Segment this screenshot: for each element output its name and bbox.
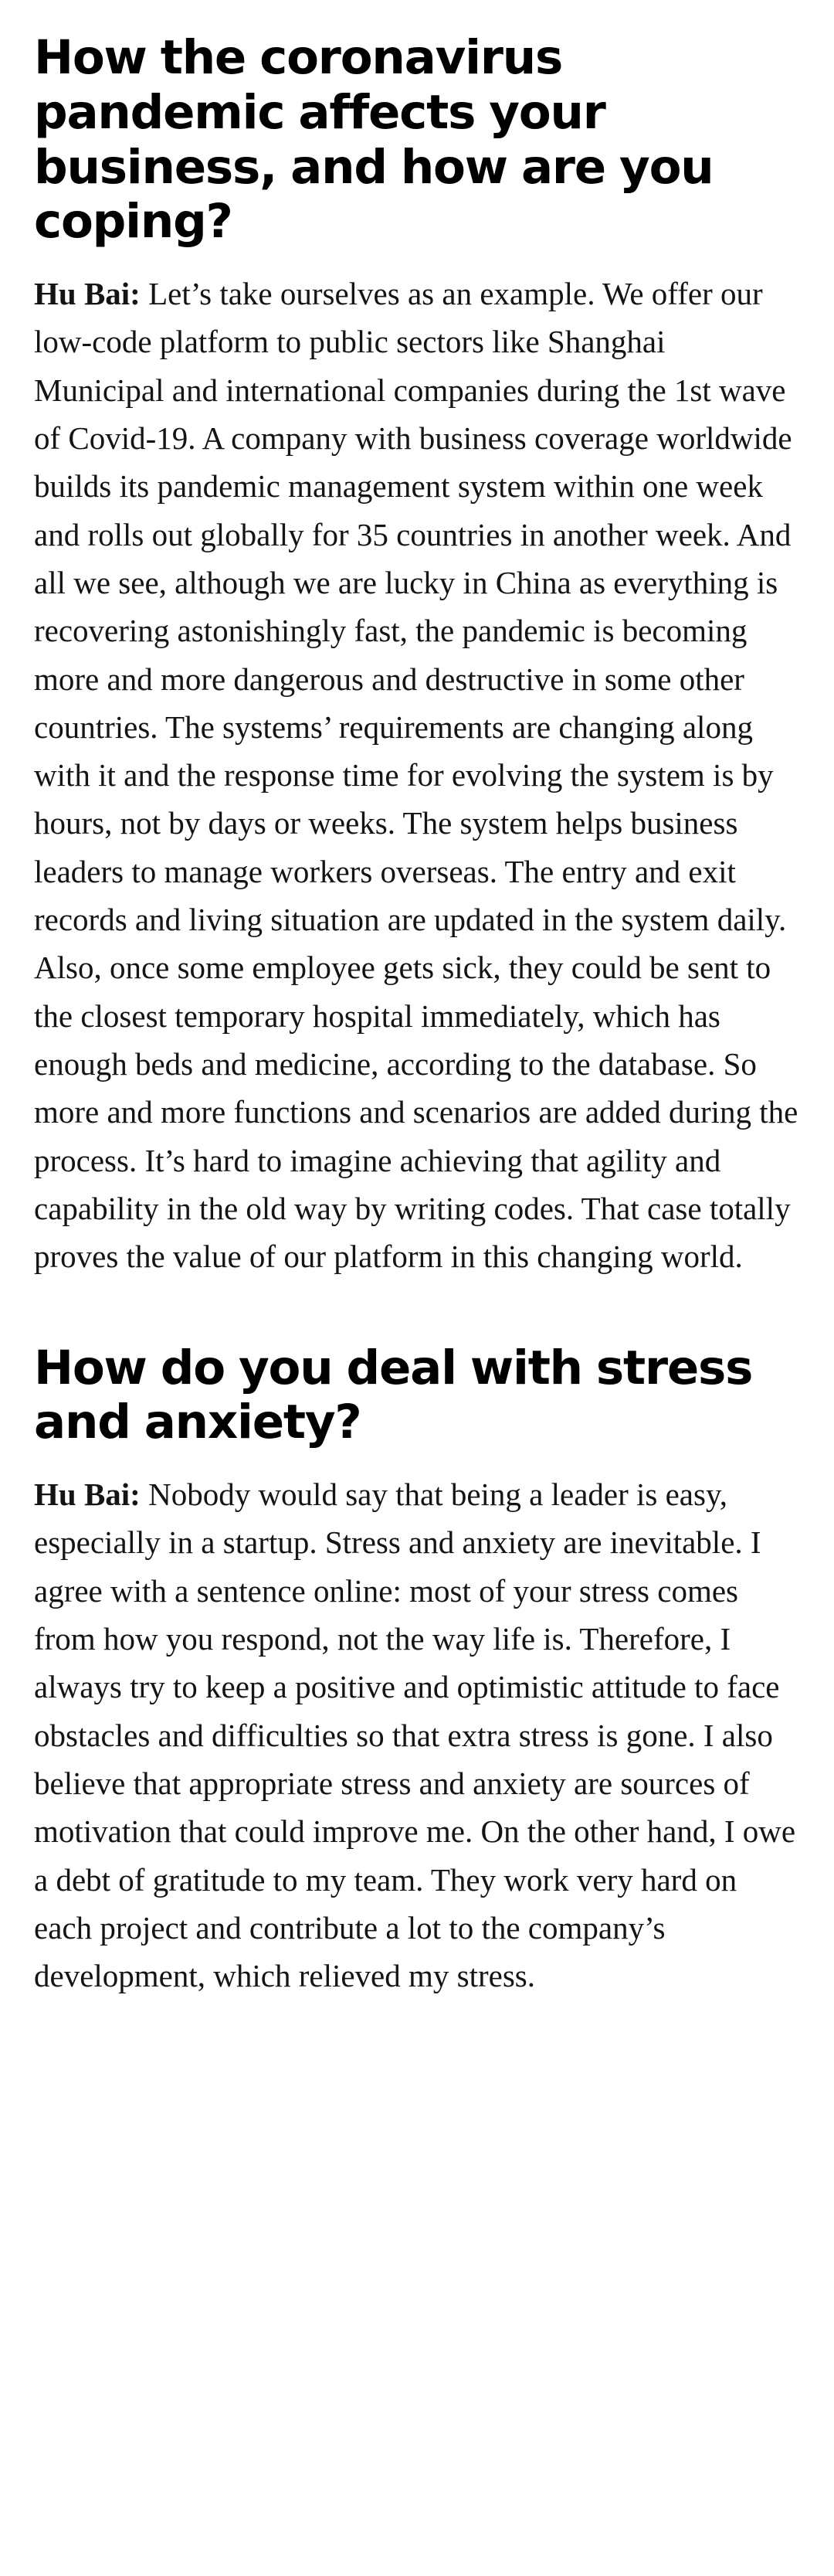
interview-article [34, 31, 800, 2000]
answer-paragraph-pandemic [34, 270, 800, 1281]
speaker-label-stress: Hu Bai: [34, 1477, 141, 1513]
answer-text-stress: Nobody would say that being a leader is easy, especially in a startup. Stress and anxiety are inevitable. I agree with a sentence online: most of your stress comes from how you respond, not the way life is. Therefore, I always try to keep a positive and optimistic attitude to face obstacles and difficulties so that extra stress is gone. I also believe that appropriate stress and anxiety are sources of motivation that could improve me. On the other hand, I owe a debt of gratitude to my team. They work very hard on each project and contribute a lot to the company’s development, which relieved my stress. [34, 1477, 796, 1994]
qa-section-stress [34, 1341, 800, 2000]
speaker-label-pandemic: Hu Bai: [34, 276, 141, 311]
qa-section-pandemic [34, 31, 800, 1281]
section-heading-pandemic: How the coronavirus pandemic affects your business, and how are you coping? [34, 30, 714, 250]
answer-text-pandemic: Let’s take ourselves as an example. We offer our low-code platform to public sectors like Shanghai Municipal and international companies during the 1st wave of Covid-19. A company with business coverage worldwide builds its pandemic management system within one week and rolls out globally for 35 countries in another week. And all we see, although we are lucky in China as everything is recovering astonishingly fast, the pandemic is becoming more and more dangerous and destructive in some other countries. The systems’ requirements are changing along with it and the response time for evolving the system is by hours, not by days or weeks. The system helps business leaders to manage workers overseas. The entry and exit records and living situation are updated in the system daily. Also, once some employee gets sick, they could be sent to the closest temporary hospital immediately, which has enough beds and medicine, according to the database. So more and more functions and scenarios are added during the process. It’s hard to imagine achieving that agility and capability in the old way by writing codes. That case totally proves the value of our platform in this changing world. [34, 276, 798, 1275]
answer-paragraph-stress [34, 1470, 800, 2000]
section-heading-stress: How do you deal with stress and anxiety? [34, 1340, 753, 1450]
